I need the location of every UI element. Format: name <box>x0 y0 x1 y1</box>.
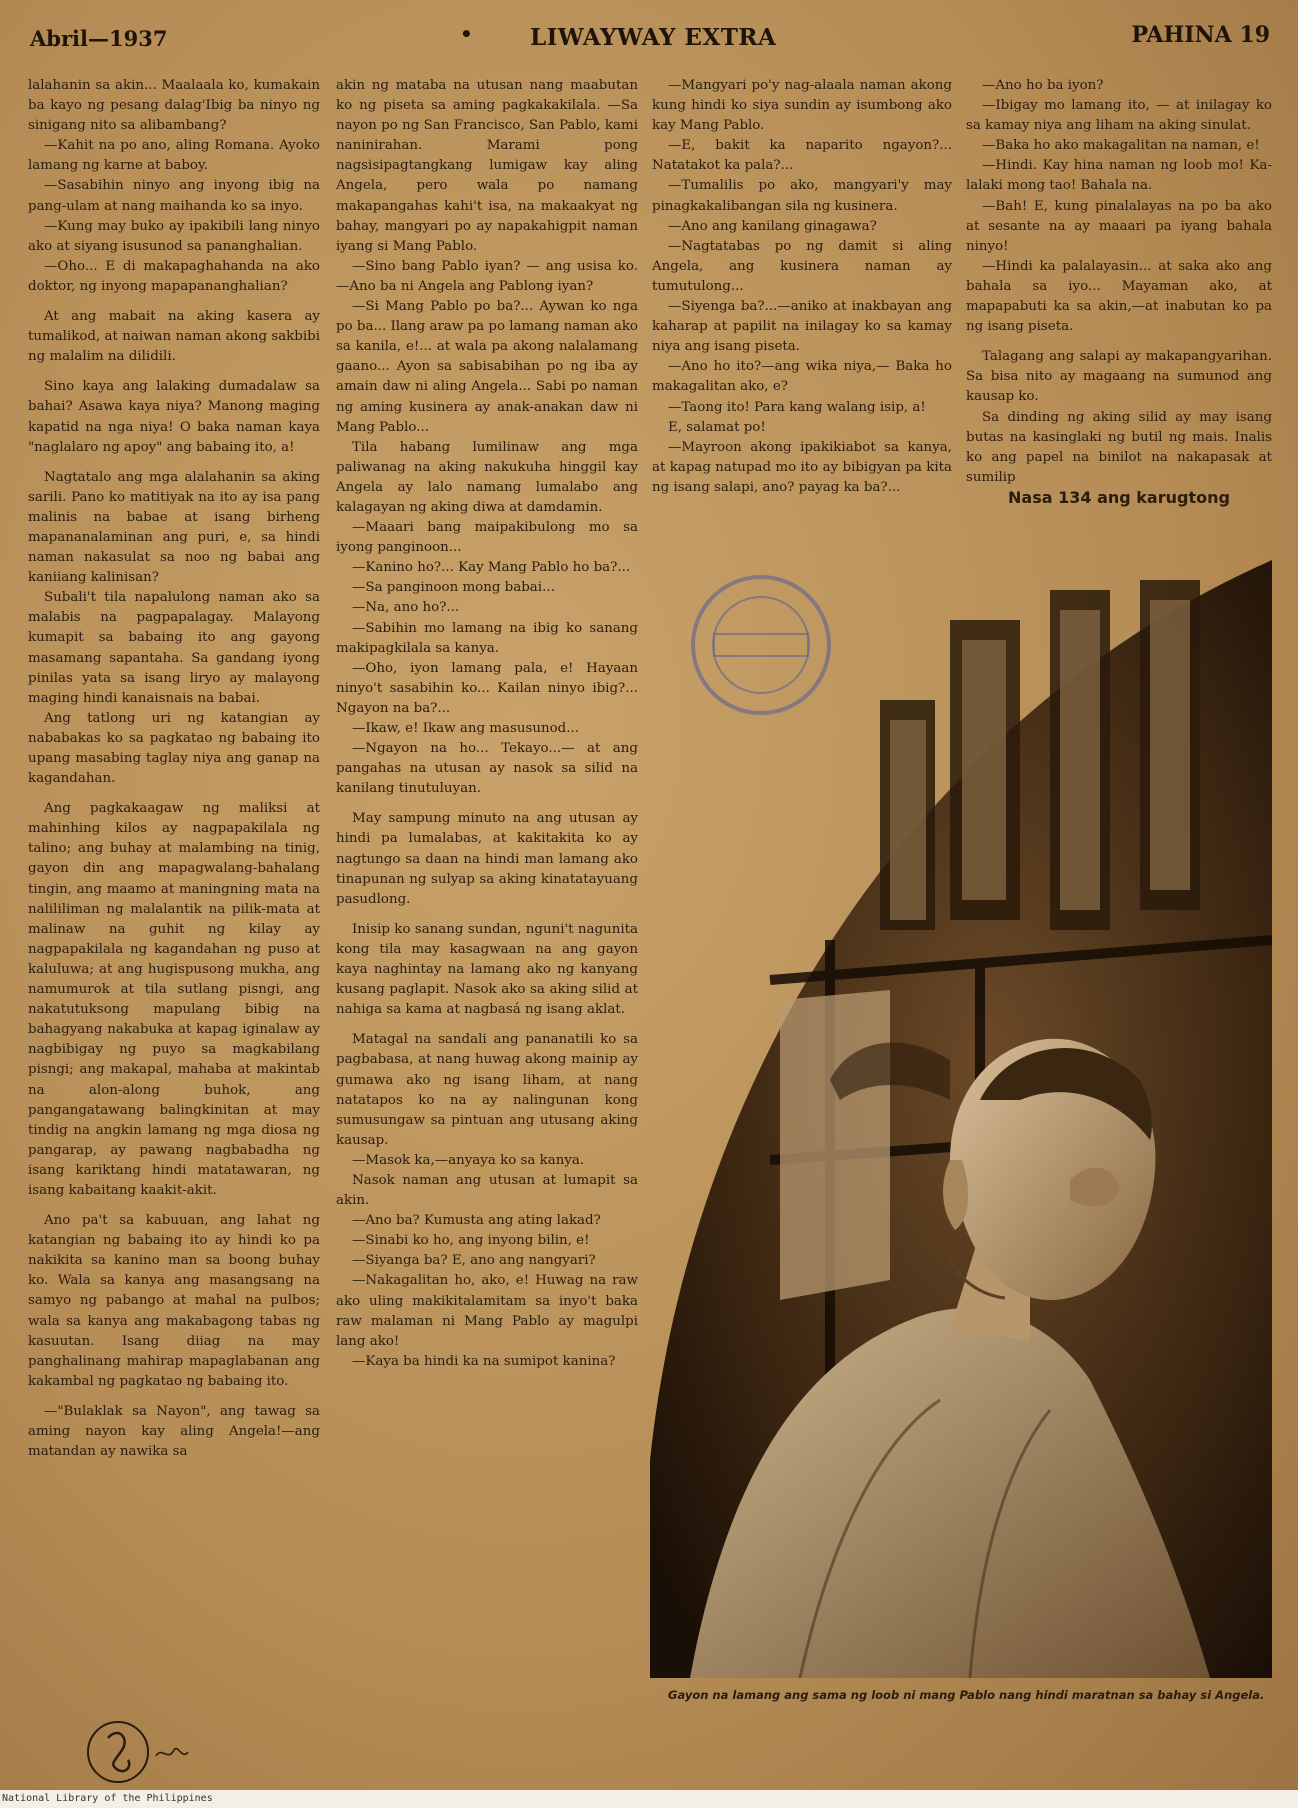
paragraph: —Sino bang Pablo iyan? — ang usisa ko. —Ano ba ni Angela ang Pablong iyan? <box>336 258 638 294</box>
issue-date: Abril—1937 <box>30 26 168 51</box>
paragraph: —Ibigay mo lamang ito, — at inilagay ko sa kamay niya ang liham na aking sinulat. <box>966 98 1272 134</box>
paragraph: —Maaari bang maipakibulong mo sa iyong panginoon... <box>336 520 638 556</box>
paragraph: —Na, ano ho?... <box>352 600 460 616</box>
paragraph: —Kahit na po ano, aling Romana. Ayoko lamang ng karne at baboy. <box>28 138 320 174</box>
paragraph: —Baka ho ako makagalitan na naman, e! <box>982 138 1260 154</box>
paragraph: Ang pagkakaagaw ng maliksi at mahinhing kilos ay nagpapakilala ng talino; ang buhay at malambing na tinig, gayon din ang mapagwalang-bahalang tingin, ang maamo at maningning mata na nalililiman ng malalantik na pilik-mata at malinaw na guhit ng kilay ay nagpapakilala ng kagandahan ng puso at kaluluwa; at ang hugispusong mukha, ang namumurok at tila sutlang pisngi, ang nakatutuksong mapulang bibig na bahagyang nakabuka at kapag iginalaw ay nagbibigay ng puyo sa magkabilang pisngi; ang makapal, mahaba at makintab na alon-along buhok, ang pangangatawang balingkinitan at may tindig na angkin lamang ng mga diosa ng pangarap, ay pawang nagbabadha ng isang kariktang hindi matatawaran, ng isang kabaitang kaakit-akit. <box>28 801 320 1198</box>
paragraph: Subali't tila napalulong naman ako sa malabis na pagpapalagay. Malayong kumapit sa babaing ito ang gayong masamang sapantaha. Sa gandang iyong pinilas yata sa isang liryo ay malayong maging hindi kanaisnais na babai. <box>28 590 320 706</box>
paragraph: —Sinabi ko ho, ang inyong bilin, e! <box>352 1233 590 1249</box>
paragraph: Inisip ko sanang sundan, nguni't nagunita kong tila may kasagwaan na ang gayon kaya naghintay na lamang ako ng kanyang kusang paglapit. Nasok ako sa aking silid at nahiga sa kama at nagbasá ng isang aklat. <box>336 921 638 1018</box>
paragraph: Sa dinding ng aking silid ay may isang butas na kasinglaki ng butil ng mais. Inalis ko ang papel na binilot na nakapasak at sumilip <box>966 409 1272 485</box>
paragraph: —Bah! E, kung pinalalayas na po ba ako at sesante na ay maaari pa iyang bahala ninyo! <box>966 198 1272 254</box>
illustration-caption: Gayon na lamang ang sama ng loob ni mang Pablo nang hindi maratnan sa bahay si Angela. <box>668 1688 1265 1702</box>
paragraph: —Ikaw, e! Ikaw ang masusunod... <box>352 721 579 736</box>
paragraph: Sino kaya ang lalaking dumadalaw sa bahai? Asawa kaya niya? Manong maging kapatid na nga niya! O baka naman kaya "naglalaro ng apoy" ang babaing ito, a! <box>28 379 320 455</box>
page-number: PAHINA 19 <box>1131 22 1270 48</box>
paragraph: —Tumalilis po ako, mangyari'y may pinagkakalibangan sila ng kusinera. <box>652 178 952 214</box>
text-column-4 <box>966 76 1272 508</box>
story-illustration <box>650 560 1272 1678</box>
paragraph: —Si Mang Pablo po ba?... Aywan ko nga po ba... Ilang araw pa po lamang naman ako sa kanila, e!... at wala pa akong nalalamang gaano... Ayon sa sabisabihan po ng iba ay amain daw ni aling Angela... Sabi po naman ng aming kusinera ay anak-anakan daw ni Mang Pablo... <box>336 299 638 435</box>
paragraph: —Oho... E di makapaghahanda na ako doktor, ng inyong mapapananghalian? <box>28 258 320 294</box>
paragraph: Tila habang lumilinaw ang mga paliwanag na aking nakukuha hinggil kay Angela ay lalo namang lumalabo ang kalagayan ng aking diwa at damdamin. <box>336 439 638 515</box>
paragraph: —"Bulaklak sa Nayon", ang tawag sa aming nayon kay aling Angela!—ang matandan ay nawika sa <box>28 1403 320 1460</box>
continued-notice: Nasa 134 ang karugtong <box>1008 487 1230 507</box>
paragraph: Talagang ang salapi ay makapangyarihan. Sa bisa nito ay magaang na sumunod ang kausap ko. <box>966 349 1272 405</box>
page-header <box>30 22 1270 56</box>
paragraph: akin ng mataba na utusan nang maabutan ko ng piseta sa aming pagkakakilala. —Sa nayon po ng San Francisco, San Pablo, kami naninirahan. Marami pong nagsisipagtangkang lumigaw kay aling Angela, pero wala po namang makapangahas kahi't isa, na makaakyat ng bahay, mangyari po ay napakahigpit naman iyang si Mang Pablo. <box>336 78 638 254</box>
paragraph: Ang tatlong uri ng katangian ay nababakas ko sa pagkatao ng babaing ito upang masabing taglay niya ang ganap na kagandahan. <box>28 710 320 787</box>
paragraph: —Nagtatabas po ng damit si aling Angela, ang kusinera naman ay tumutulong... <box>652 238 952 294</box>
library-stamp <box>686 570 836 720</box>
paragraph: —Hindi ka palalayasin... at saka ako ang bahala sa iyo... Mayaman ako, at mapapabuti ka sa akin,—at inabutan ko pa ng isang piseta. <box>966 258 1272 335</box>
paragraph: —Mayroon akong ipakikiabot sa kanya, at kapag natupad mo ito ay bibigyan pa kita ng isang salapi, ano? payag ka ba?... <box>652 439 952 495</box>
paragraph: —Siyenga ba?...—aniko at inakbayan ang kaharap at papilit na inilagay ko sa kamay niya ang isang piseta. <box>652 299 952 355</box>
text-column-3 <box>652 76 952 498</box>
paragraph: —Hindi. Kay hina naman ng loob mo! Ka-lalaki mong tao! Bahala na. <box>966 158 1272 194</box>
paragraph: —Ngayon na ho... Tekayo...— at ang pangahas na utusan ay nasok sa silid na kanilang tinutuluyan. <box>336 741 638 797</box>
paragraph: lalahanin sa akin... Maalaala ko, kumakain ba kayo ng pesang dalag'Ibig ba ninyo ng sinigang nito sa alibambang? <box>28 78 320 134</box>
paragraph: —Ano ba? Kumusta ang ating lakad? <box>352 1213 601 1229</box>
paragraph: —Siyanga ba? E, ano ang nangyari? <box>352 1253 596 1269</box>
paragraph: —Taong ito! Para kang walang isip, a! <box>668 399 926 415</box>
paragraph: —Sa panginoon mong babai... <box>352 580 555 596</box>
paragraph: Ano pa't sa kabuuan, ang lahat ng katangian ng babaing ito ay hindi ko pa nakikita sa kanino man sa boong buhay ko. Wala sa kanya ang masangsang na samyo ng pabango at mahal na pulbos; wala sa kanya ang makabagong tabas ng kasuutan. Isang diiag na may panghalinang mahirap mapaglabanan ang kakambal ng pagkatao ng babaing ito. <box>28 1213 320 1389</box>
text-column-2 <box>336 76 638 1372</box>
paragraph: Nasok naman ang utusan at lumapit sa akin. <box>336 1172 638 1209</box>
paragraph: —Nakagalitan ho, ako, e! Huwag na raw ako uling makikitalamitam sa inyo't baka raw malaman ni Mang Pablo ay magulpi lang ako! <box>336 1273 638 1349</box>
paragraph: —Ano ho ito?—ang wika niya,— Baka ho makagalitan ako, e? <box>652 359 952 395</box>
paragraph: —Sasabihin ninyo ang inyong ibig na pang-ulam at nang maihanda ko sa inyo. <box>28 178 320 214</box>
paragraph: —Oho, iyon lamang pala, e! Hayaan ninyo't sasabihin ko... Kailan ninyo ibig?... Ngayon na ba?... <box>336 660 638 716</box>
text-column-1 <box>28 76 320 1462</box>
paragraph: —Ano ho ba iyon? <box>982 78 1104 93</box>
paragraph: —Masok ka,—anyaya ko sa kanya. <box>352 1152 585 1168</box>
paragraph: E, salamat po! <box>668 419 766 435</box>
paragraph: —Kanino ho?... Kay Mang Pablo ho ba?... <box>352 560 631 576</box>
paragraph: —Kung may buko ay ipakibili lang ninyo ako at siyang isusunod sa pananghalian. <box>28 218 320 254</box>
header-dot: • <box>460 22 473 46</box>
paragraph: Matagal na sandali ang pananatili ko sa pagbabasa, at nang huwag akong mainip ay gumawa ako ng isang liham, at nang natatapos ko na ay nalingunan kong sumusungaw sa pintuan ang utusang aking kausap. <box>336 1032 638 1148</box>
footer-credit: National Library of the Philippines <box>0 1790 1298 1808</box>
paragraph: —Kaya ba hindi ka na sumipot kanina? <box>352 1353 616 1369</box>
publication-title: LIWAYWAY EXTRA <box>530 24 777 51</box>
paragraph: At ang mabait na aking kasera ay tumalikod, at naiwan naman akong sakbibi ng malalim na dilidili. <box>28 309 320 365</box>
handwritten-mark <box>78 1716 198 1790</box>
paragraph: —Sabihin mo lamang na ibig ko sanang makipagkilala sa kanya. <box>336 620 638 656</box>
paragraph: May sampung minuto na ang utusan ay hindi pa lumalabas, at kakitakita ko ay nagtungo sa daan na hindi man lamang ako tinapunan ng sulyap sa aking kinatatayuang pasudlong. <box>336 811 638 907</box>
paragraph: Nagtatalo ang mga alalahanin sa aking sarili. Pano ko matitiyak na ito ay isa pang malinis na babae at isang birheng mapananalaminan ang puri, e, sa hindi naman nakasulat sa noo ng babai ang kaniiang kalinisan? <box>28 469 320 586</box>
paragraph: —Ano ang kanilang ginagawa? <box>668 218 877 234</box>
paragraph: —E, bakit ka naparito ngayon?... Natatakot ka pala?... <box>652 138 952 174</box>
paragraph: —Mangyari po'y nag-alaala naman akong kung hindi ko siya sundin ay isumbong ako kay Mang Pablo. <box>652 78 952 134</box>
